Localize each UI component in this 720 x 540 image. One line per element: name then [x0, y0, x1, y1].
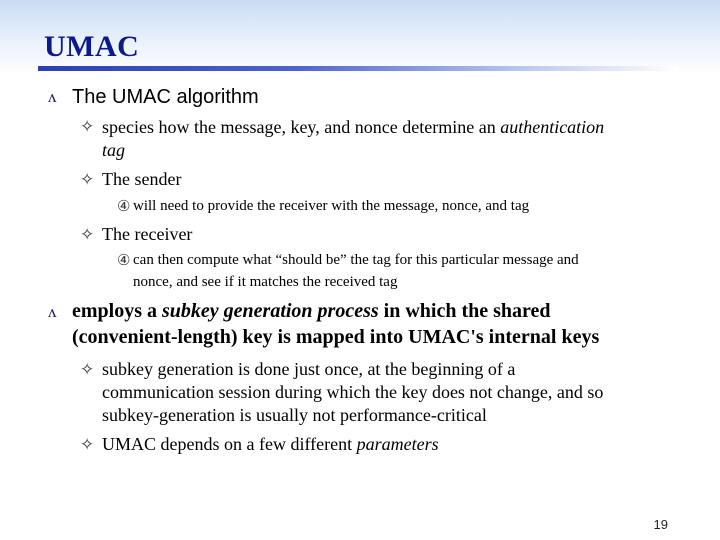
bullet-sender-detail: will need to provide the receiver with the message, nonce, and tag [133, 198, 530, 214]
bullet-species-line2 [102, 140, 125, 161]
level1-bullet-icon: ʌ [48, 302, 57, 321]
level1-bullet-icon: ʌ [48, 87, 57, 106]
employs-emphasis: subkey generation process [162, 300, 379, 322]
level2-bullet-icon: ✧ [80, 360, 95, 379]
bullet-umac-algorithm: The UMAC algorithm [72, 86, 259, 108]
employs-text: employs a [72, 300, 162, 322]
bullet-employs-line1 [72, 300, 551, 323]
params-text: UMAC depends on a few different [102, 434, 357, 454]
level2-bullet-icon: ✧ [80, 225, 95, 244]
employs-text-post: in which the shared [378, 300, 551, 322]
bullet-species-line1 [102, 117, 604, 138]
level2-bullet-icon: ✧ [80, 435, 95, 454]
bullet-subkey-line2: communication session during which the key does not change, and so [102, 382, 604, 402]
params-emphasis: parameters [356, 434, 439, 454]
bullet-umac-params [102, 434, 439, 455]
level3-bullet-icon: ④ [117, 199, 131, 215]
bullet-subkey-line3: subkey-generation is usually not performance-critical [102, 405, 487, 425]
species-emphasis-tag: tag [102, 140, 126, 160]
title-underline-bar [38, 66, 678, 71]
bullet-the-receiver: The receiver [102, 224, 193, 244]
bullet-the-sender: The sender [102, 169, 182, 189]
bullet-employs-line2: (convenient-length) key is mapped into UMAC's internal keys [72, 326, 600, 348]
bullet-receiver-line1: can then compute what “should be” the tag for this particular message and [133, 252, 579, 268]
level3-bullet-icon: ④ [117, 253, 131, 269]
bullet-subkey-line1: subkey generation is done just once, at the beginning of a [102, 359, 516, 379]
species-text: species how the message, key, and nonce determine an [102, 117, 501, 137]
level2-bullet-icon: ✧ [80, 170, 95, 189]
species-emphasis: authentication [500, 117, 605, 137]
slide-title: UMAC [44, 30, 140, 63]
level2-bullet-icon: ✧ [80, 117, 95, 136]
page-number: 19 [653, 517, 668, 532]
bullet-receiver-line2: nonce, and see if it matches the received tag [133, 274, 398, 290]
